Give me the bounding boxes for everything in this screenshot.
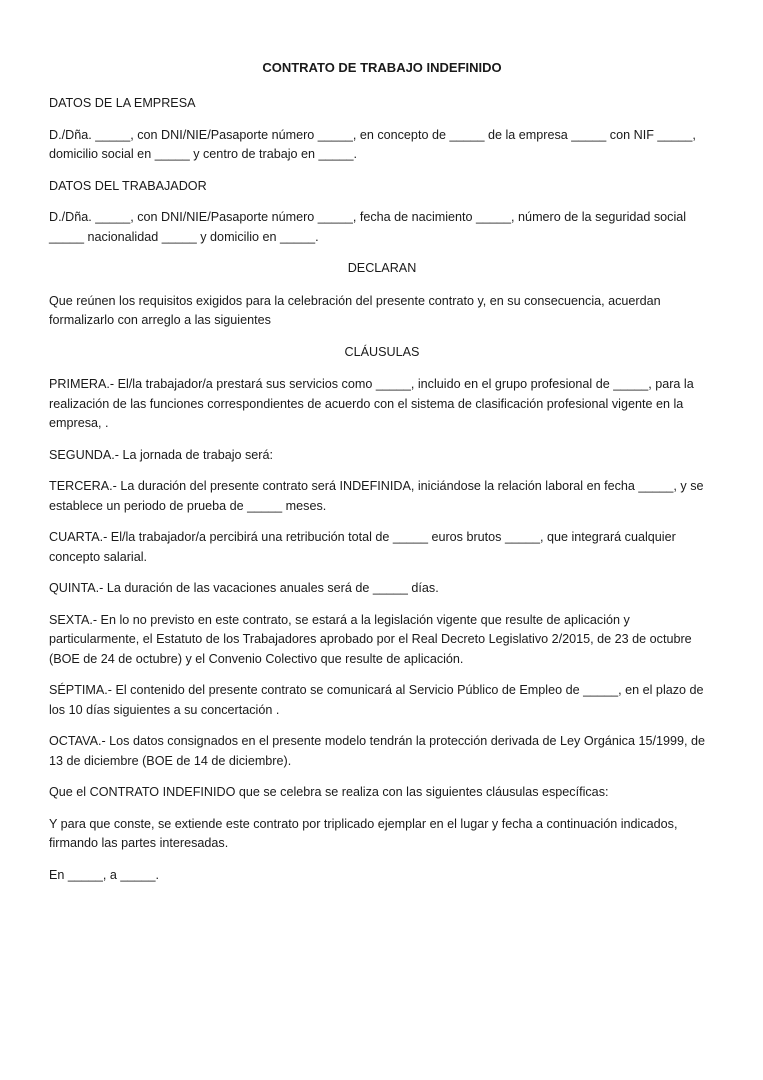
clausula-cuarta: CUARTA.- El/la trabajador/a percibirá una retribución total de _____ euros brutos _____, que integrará cualquier concepto salarial. — [49, 530, 676, 564]
empresa-heading: DATOS DE LA EMPRESA — [49, 96, 196, 110]
trabajador-heading: DATOS DEL TRABAJADOR — [49, 178, 207, 193]
trabajador-details: D./Dña. _____, con DNI/NIE/Pasaporte número _____, fecha de nacimiento _____, número de la seguridad social _____ nacionalidad _____ y domicilio en _____. — [49, 210, 687, 244]
lugar-fecha-text: En _____, a _____. — [49, 867, 159, 882]
clausula-septima: SÉPTIMA.- El contenido del presente contrato se comunicará al Servicio Público de Empleo de _____, en el plazo de los 10 días siguientes a su concertación . — [49, 683, 704, 717]
clausulas-heading: CLÁUSULAS — [344, 344, 420, 359]
especificas-text: Que el CONTRATO INDEFINIDO que se celebra se realiza con las siguientes cláusulas específicas: — [49, 785, 609, 799]
clausula-segunda: SEGUNDA.- La jornada de trabajo será: — [49, 447, 274, 462]
document-title: CONTRATO DE TRABAJO INDEFINIDO — [262, 60, 502, 75]
clausula-quinta: QUINTA.- La duración de las vacaciones anuales será de _____ días. — [49, 581, 439, 595]
clausula-tercera: TERCERA.- La duración del presente contrato será INDEFINIDA, iniciándose la relación laboral en fecha _____, y se establece un periodo de prueba de _____ meses. — [49, 479, 704, 513]
declaran-heading: DECLARAN — [347, 261, 417, 275]
conste-text: Y para que conste, se extiende este contrato por triplicado ejemplar en el lugar y fecha a continuación indicados, firmando las partes interesadas. — [49, 816, 678, 850]
declaran-text: Que reúnen los requisitos exigidos para la celebración del presente contrato y, en su consecuencia, acuerdan formalizarlo con arreglo a las siguientes — [49, 293, 661, 327]
contract-document — [49, 58, 715, 897]
clausula-primera: PRIMERA.- El/la trabajador/a prestará sus servicios como _____, incluido en el grupo profesional de _____, para la realización de las funciones correspondientes de acuerdo con el sistema de clasificación profesional vigente en la empresa, . — [49, 377, 694, 430]
clausula-sexta: SEXTA.- En lo no previsto en este contrato, se estará a la legislación vigente que resulte de aplicación y particularmente, el Estatuto de los Trabajadores aprobado por el Real Decreto Legislativo 2/2015, de 23 de octubre (BOE de 24 de octubre) y el Convenio Colectivo que resulte de aplicación. — [49, 612, 692, 666]
clausula-octava: OCTAVA.- Los datos consignados en el presente modelo tendrán la protección derivada de Ley Orgánica 15/1999, de 13 de diciembre (BOE de 14 de diciembre). — [49, 734, 705, 768]
empresa-details: D./Dña. _____, con DNI/NIE/Pasaporte número _____, en concepto de _____ de la empresa _____ con NIF _____, domicilio social en _____ y centro de trabajo en _____. — [49, 127, 696, 161]
